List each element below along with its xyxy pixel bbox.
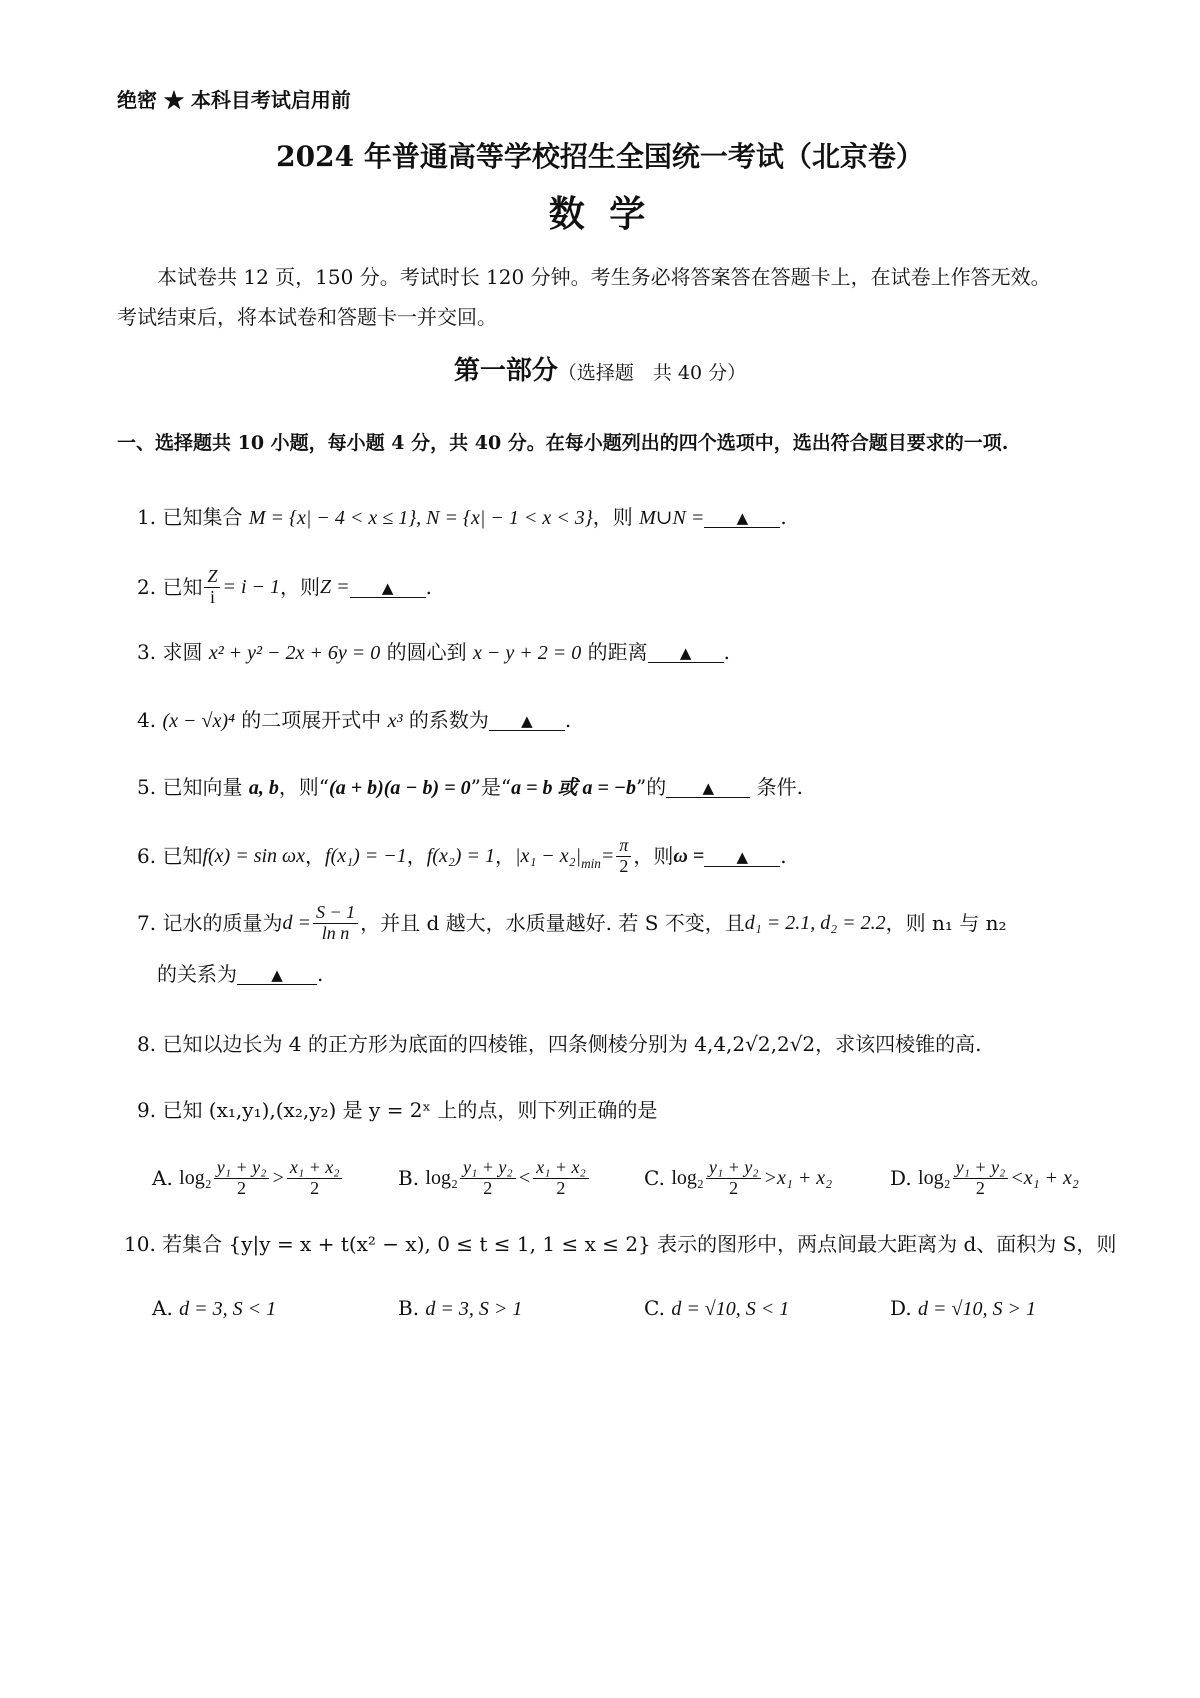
math-expression: log₂: [918, 1167, 951, 1189]
math-expression: Z =: [320, 576, 350, 598]
math-expression: =: [600, 845, 615, 867]
question-text: ，: [494, 844, 515, 868]
option-label: B.: [398, 1296, 420, 1320]
math-expression: x² + y² − 2x + 6y = 0: [208, 642, 381, 664]
math-expression: x³: [387, 710, 403, 732]
math-expression: f(x) = sin ωx: [202, 845, 306, 867]
answer-blank[interactable]: [648, 642, 724, 663]
math-expression: ω =: [673, 845, 705, 867]
question-7: [137, 893, 1007, 953]
answer-blank[interactable]: [237, 964, 317, 985]
math-expression: |x₁ − x₂|: [514, 845, 582, 867]
question-text: 条件.: [750, 775, 803, 799]
triangle-icon: ▲: [381, 578, 394, 597]
option-a[interactable]: [152, 1296, 276, 1321]
section-heading: 一、选择题共 10 小题，每小题 4 分，共 40 分。在每小题列出的四个选项中，选出符合题目要求的一项.: [117, 432, 1009, 454]
answer-blank[interactable]: [704, 846, 780, 867]
subject-title: 数 学: [548, 193, 652, 235]
math-expression: M = {x| − 4 < x ≤ 1}, N = {x| − 1 < x < 3}: [248, 507, 593, 529]
question-text: ，并且 d 越大，水质量越好. 若 S 不变，且: [360, 911, 745, 935]
triangle-icon: ▲: [521, 712, 533, 730]
question-text: ，: [305, 844, 326, 868]
exam-title: 2024 年普通高等学校招生全国统一考试（北京卷）: [276, 140, 924, 173]
option-label: C.: [644, 1296, 665, 1320]
math-subscript: min: [581, 856, 601, 872]
option-label: A.: [152, 1296, 173, 1320]
math-expression: x₁ + x₂: [776, 1167, 833, 1189]
option-a[interactable]: [152, 1150, 344, 1206]
option-d[interactable]: [890, 1150, 1079, 1206]
triangle-icon: ▲: [736, 847, 749, 866]
option-label: B.: [398, 1166, 420, 1190]
part-heading: [0, 356, 1200, 387]
fraction: [533, 1158, 589, 1198]
math-expression: a, b: [248, 777, 279, 799]
triangle-icon: ▲: [736, 509, 749, 527]
fraction-denominator: 2: [729, 1177, 739, 1198]
question-9: [137, 1098, 657, 1122]
option-label: A.: [152, 1166, 173, 1190]
math-expression: d = √10, S < 1: [671, 1298, 790, 1320]
question-number: 6.: [137, 844, 157, 868]
math-expression: f(x₁) = −1: [325, 845, 407, 867]
fraction-denominator: i: [209, 586, 215, 607]
fraction-denominator: 2: [483, 1177, 493, 1198]
question-text: 已知 (x₁,y₁),(x₂,y₂) 是 y = 2ˣ 上的点，则下列正确的是: [162, 1098, 658, 1122]
question-2: [137, 557, 432, 617]
question-5: [137, 775, 803, 800]
question-number: 3.: [137, 640, 157, 664]
question-8: [137, 1032, 982, 1056]
question-number: 10.: [124, 1232, 156, 1256]
math-expression: f(x₂) = 1: [426, 845, 495, 867]
secret-label: 绝密 ★ 本科目考试启用前: [117, 88, 351, 112]
question-text: ”是“: [470, 775, 512, 799]
math-expression: <: [517, 1167, 532, 1189]
question-text: 的关系为: [157, 962, 237, 986]
question-number: 1.: [137, 505, 157, 529]
question-text: .: [723, 640, 730, 664]
question-number: 4.: [137, 708, 157, 732]
fraction-denominator: 2: [975, 1177, 985, 1198]
fraction: [953, 1158, 1009, 1198]
math-expression: d = 3, S < 1: [179, 1298, 277, 1320]
question-text: 已知以边长为 4 的正方形为底面的四棱锥，四条侧棱分别为 4,4,2√2,2√2，求该四棱锥的高.: [162, 1032, 982, 1056]
fraction-numerator: y₁ + y₂: [214, 1158, 270, 1178]
option-label: D.: [890, 1296, 912, 1320]
fraction-numerator: Z: [204, 567, 220, 587]
math-expression: x − y + 2 = 0: [473, 642, 582, 664]
fraction: [214, 1158, 270, 1198]
math-expression: >: [763, 1167, 777, 1189]
question-text: 若集合 {y|y = x + t(x² − x), 0 ≤ t ≤ 1, 1 ≤ x ≤ 2} 表示的图形中，两点间最大距离为 d、面积为 S，则: [162, 1232, 1117, 1256]
math-expression: d =: [282, 912, 311, 934]
question-10: [124, 1232, 1116, 1256]
fraction-numerator: y₁ + y₂: [460, 1158, 516, 1178]
math-expression: a = b 或 a = −b: [511, 777, 636, 799]
math-expression: log₂: [425, 1167, 458, 1189]
fraction: [204, 567, 220, 607]
question-number: 9.: [137, 1098, 157, 1122]
fraction-denominator: 2: [619, 855, 629, 876]
fraction-numerator: y₁ + y₂: [953, 1158, 1009, 1178]
triangle-icon: ▲: [679, 644, 692, 662]
question-10-options: [152, 1296, 1172, 1326]
question-text: .: [780, 505, 787, 529]
math-expression: M∪N =: [639, 507, 705, 529]
question-text: .: [425, 575, 433, 599]
question-text: ，则: [633, 844, 674, 868]
question-7-line-2: [157, 962, 323, 986]
part-note: （选择题 共 40 分）: [557, 362, 747, 384]
question-text: 已知: [162, 844, 203, 868]
question-1: [137, 505, 787, 530]
fraction-numerator: y₁ + y₂: [706, 1158, 762, 1178]
math-expression: (a + b)(a − b) = 0: [329, 777, 471, 799]
question-number: 2.: [137, 575, 157, 599]
question-3: [137, 640, 730, 665]
fraction: [313, 903, 358, 943]
math-expression: x₁ + x₂: [1023, 1167, 1079, 1189]
math-expression: <: [1010, 1167, 1024, 1189]
math-expression: log₂: [671, 1167, 704, 1189]
option-c[interactable]: [644, 1296, 789, 1321]
option-label: C.: [644, 1166, 665, 1190]
math-expression: (x − √x)⁴: [162, 710, 235, 732]
triangle-icon: ▲: [271, 966, 283, 984]
question-text: 求圆: [162, 640, 209, 664]
math-expression: >: [271, 1167, 285, 1189]
question-4: [137, 708, 571, 733]
question-text: .: [780, 844, 787, 868]
question-text: 记水的质量为: [162, 911, 283, 935]
fraction: [616, 836, 631, 876]
fraction-denominator: 2: [237, 1177, 247, 1198]
question-text: ，则 n₁ 与 n₂: [885, 911, 1007, 935]
question-9-options: [152, 1150, 1172, 1206]
question-text: 的圆心到: [380, 640, 474, 664]
fraction-denominator: 2: [310, 1177, 320, 1198]
fraction-numerator: x₁ + x₂: [287, 1158, 343, 1178]
answer-blank[interactable]: [350, 577, 426, 598]
fraction: [460, 1158, 516, 1198]
question-text: 已知向量: [162, 775, 249, 799]
question-text: 的距离: [581, 640, 648, 664]
answer-blank[interactable]: [489, 710, 565, 731]
question-text: ，则: [592, 505, 640, 529]
question-number: 7.: [137, 911, 157, 935]
option-d[interactable]: [890, 1296, 1036, 1321]
fraction-numerator: x₁ + x₂: [533, 1158, 589, 1178]
question-text: ，则: [280, 575, 321, 599]
triangle-icon: ▲: [702, 779, 714, 797]
question-text: 已知集合: [162, 505, 249, 529]
answer-blank[interactable]: [704, 507, 780, 528]
fraction: [287, 1158, 343, 1198]
fraction: [706, 1158, 762, 1198]
question-text: ，则“: [278, 775, 330, 799]
question-6: [137, 826, 787, 886]
intro-line-2: 考试结束后，将本试卷和答题卡一并交回。: [117, 305, 497, 329]
question-text: ，: [406, 844, 427, 868]
fraction-denominator: 2: [556, 1177, 566, 1198]
math-expression: d₁ = 2.1, d₂ = 2.2: [744, 912, 886, 934]
math-expression: d = √10, S > 1: [918, 1298, 1037, 1320]
part-title: 第一部分: [453, 356, 558, 386]
math-expression: log₂: [179, 1167, 212, 1189]
option-b[interactable]: [398, 1150, 591, 1206]
question-text: 的二项展开式中: [234, 708, 388, 732]
question-text: 已知: [162, 575, 203, 599]
option-b[interactable]: [398, 1296, 522, 1321]
answer-blank[interactable]: [666, 777, 750, 798]
math-expression: = i − 1: [222, 576, 281, 598]
question-number: 8.: [137, 1032, 157, 1056]
fraction-numerator: S − 1: [313, 903, 358, 923]
fraction-numerator: π: [616, 836, 631, 856]
question-text: ”的: [635, 775, 667, 799]
fraction-denominator: ln n: [321, 922, 350, 943]
question-text: 的系数为: [402, 708, 489, 732]
math-expression: d = 3, S > 1: [425, 1298, 523, 1320]
intro-line-1: 本试卷共 12 页，150 分。考试时长 120 分钟。考生务必将答案答在答题卡上，在试卷上作答无效。: [157, 265, 1051, 289]
question-number: 5.: [137, 775, 157, 799]
option-label: D.: [890, 1166, 912, 1190]
option-c[interactable]: [644, 1150, 832, 1206]
question-text: .: [317, 962, 324, 986]
question-text: .: [564, 708, 572, 732]
